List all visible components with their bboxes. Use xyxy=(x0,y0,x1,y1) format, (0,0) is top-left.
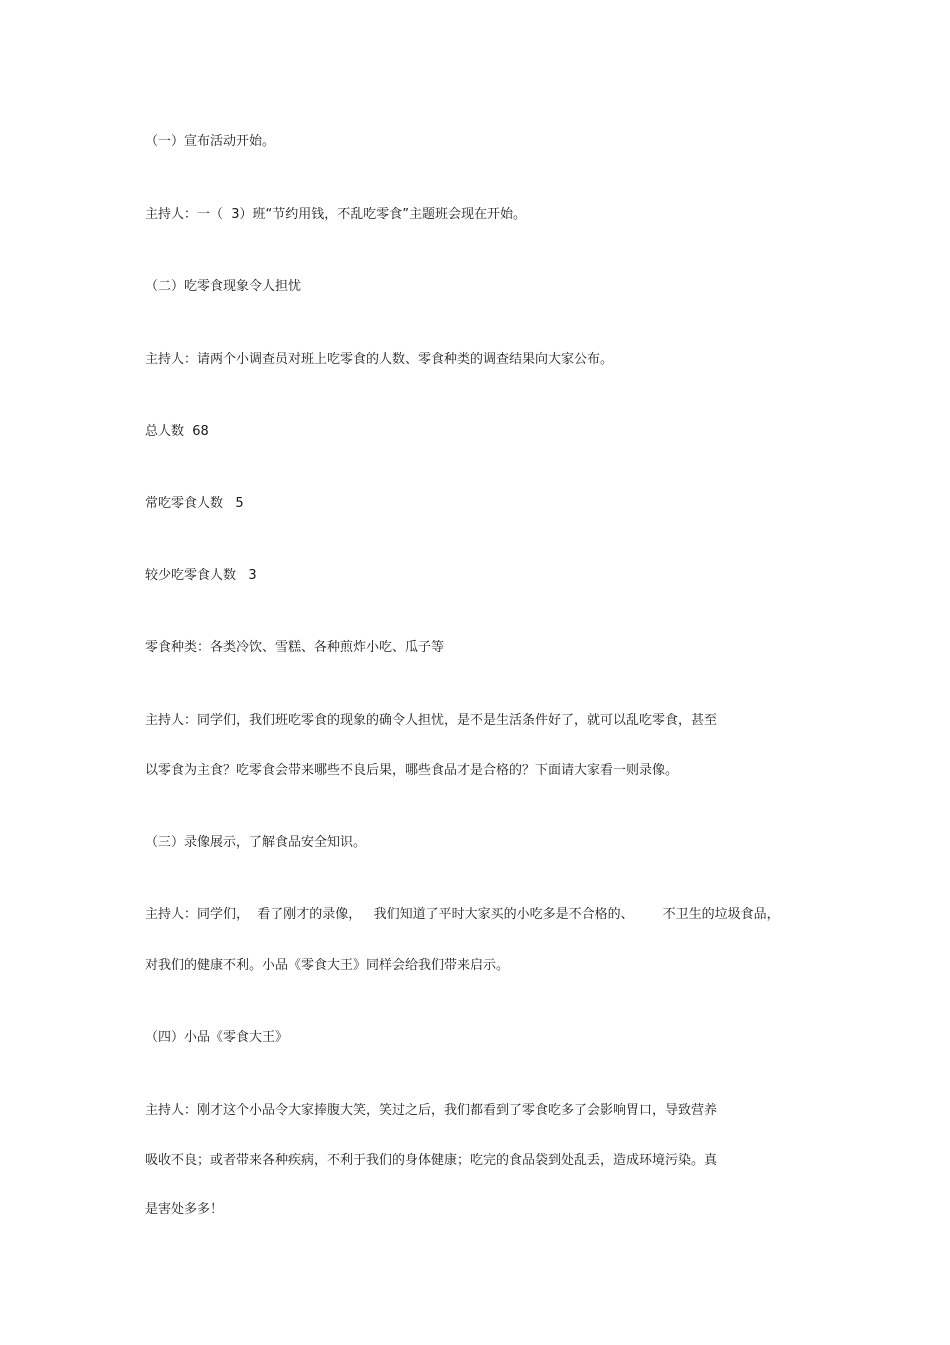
host-line-4b: 对我们的健康不利。小品《零食大王》同样会给我们带来启示。 xyxy=(145,958,510,973)
host-line-1: 主持人：一（ 3）班“节约用钱，不乱吃零食”主题班会现在开始。 xyxy=(145,207,527,222)
host-line-5c: 是害处多多！ xyxy=(145,1202,224,1217)
host-line-3b: 以零食为主食？吃零食会带来哪些不良后果，哪些食品才是合格的？下面请大家看一则录像。 xyxy=(145,763,679,778)
section-heading-4: （四）小品《零食大王》 xyxy=(145,1030,289,1045)
host-line-2: 主持人：请两个小调查员对班上吃零食的人数、零食种类的调查结果向大家公布。 xyxy=(145,352,614,367)
host-line-3a: 主持人：同学们，我们班吃零食的现象的确令人担忧，是不是生活条件好了，就可以乱吃零食，甚至 xyxy=(145,713,718,728)
stat-frequent: 常吃零食人数 5 xyxy=(145,496,244,511)
stat-total: 总人数 68 xyxy=(145,424,209,439)
host-line-5b: 吸收不良；或者带来各种疾病，不利于我们的身体健康；吃完的食品袋到处乱丢，造成环境污染。真 xyxy=(145,1153,718,1168)
section-heading-3: （三）录像展示，了解食品安全知识。 xyxy=(145,835,367,850)
section-heading-2: （二）吃零食现象令人担忧 xyxy=(145,279,302,294)
section-heading-1: （一）宣布活动开始。 xyxy=(145,134,276,149)
stat-rare: 较少吃零食人数 3 xyxy=(145,568,257,583)
host-line-4a: 主持人：同学们， 看了刚才的录像， 我们知道了平时大家买的小吃多是不合格的、 不卫生的垃圾食品， xyxy=(145,907,780,922)
snack-types: 零食种类：各类冷饮、雪糕、各种煎炸小吃、瓜子等 xyxy=(145,640,445,655)
host-line-5a: 主持人：刚才这个小品令大家捧腹大笑，笑过之后，我们都看到了零食吃多了会影响胃口，导致营养 xyxy=(145,1103,718,1118)
